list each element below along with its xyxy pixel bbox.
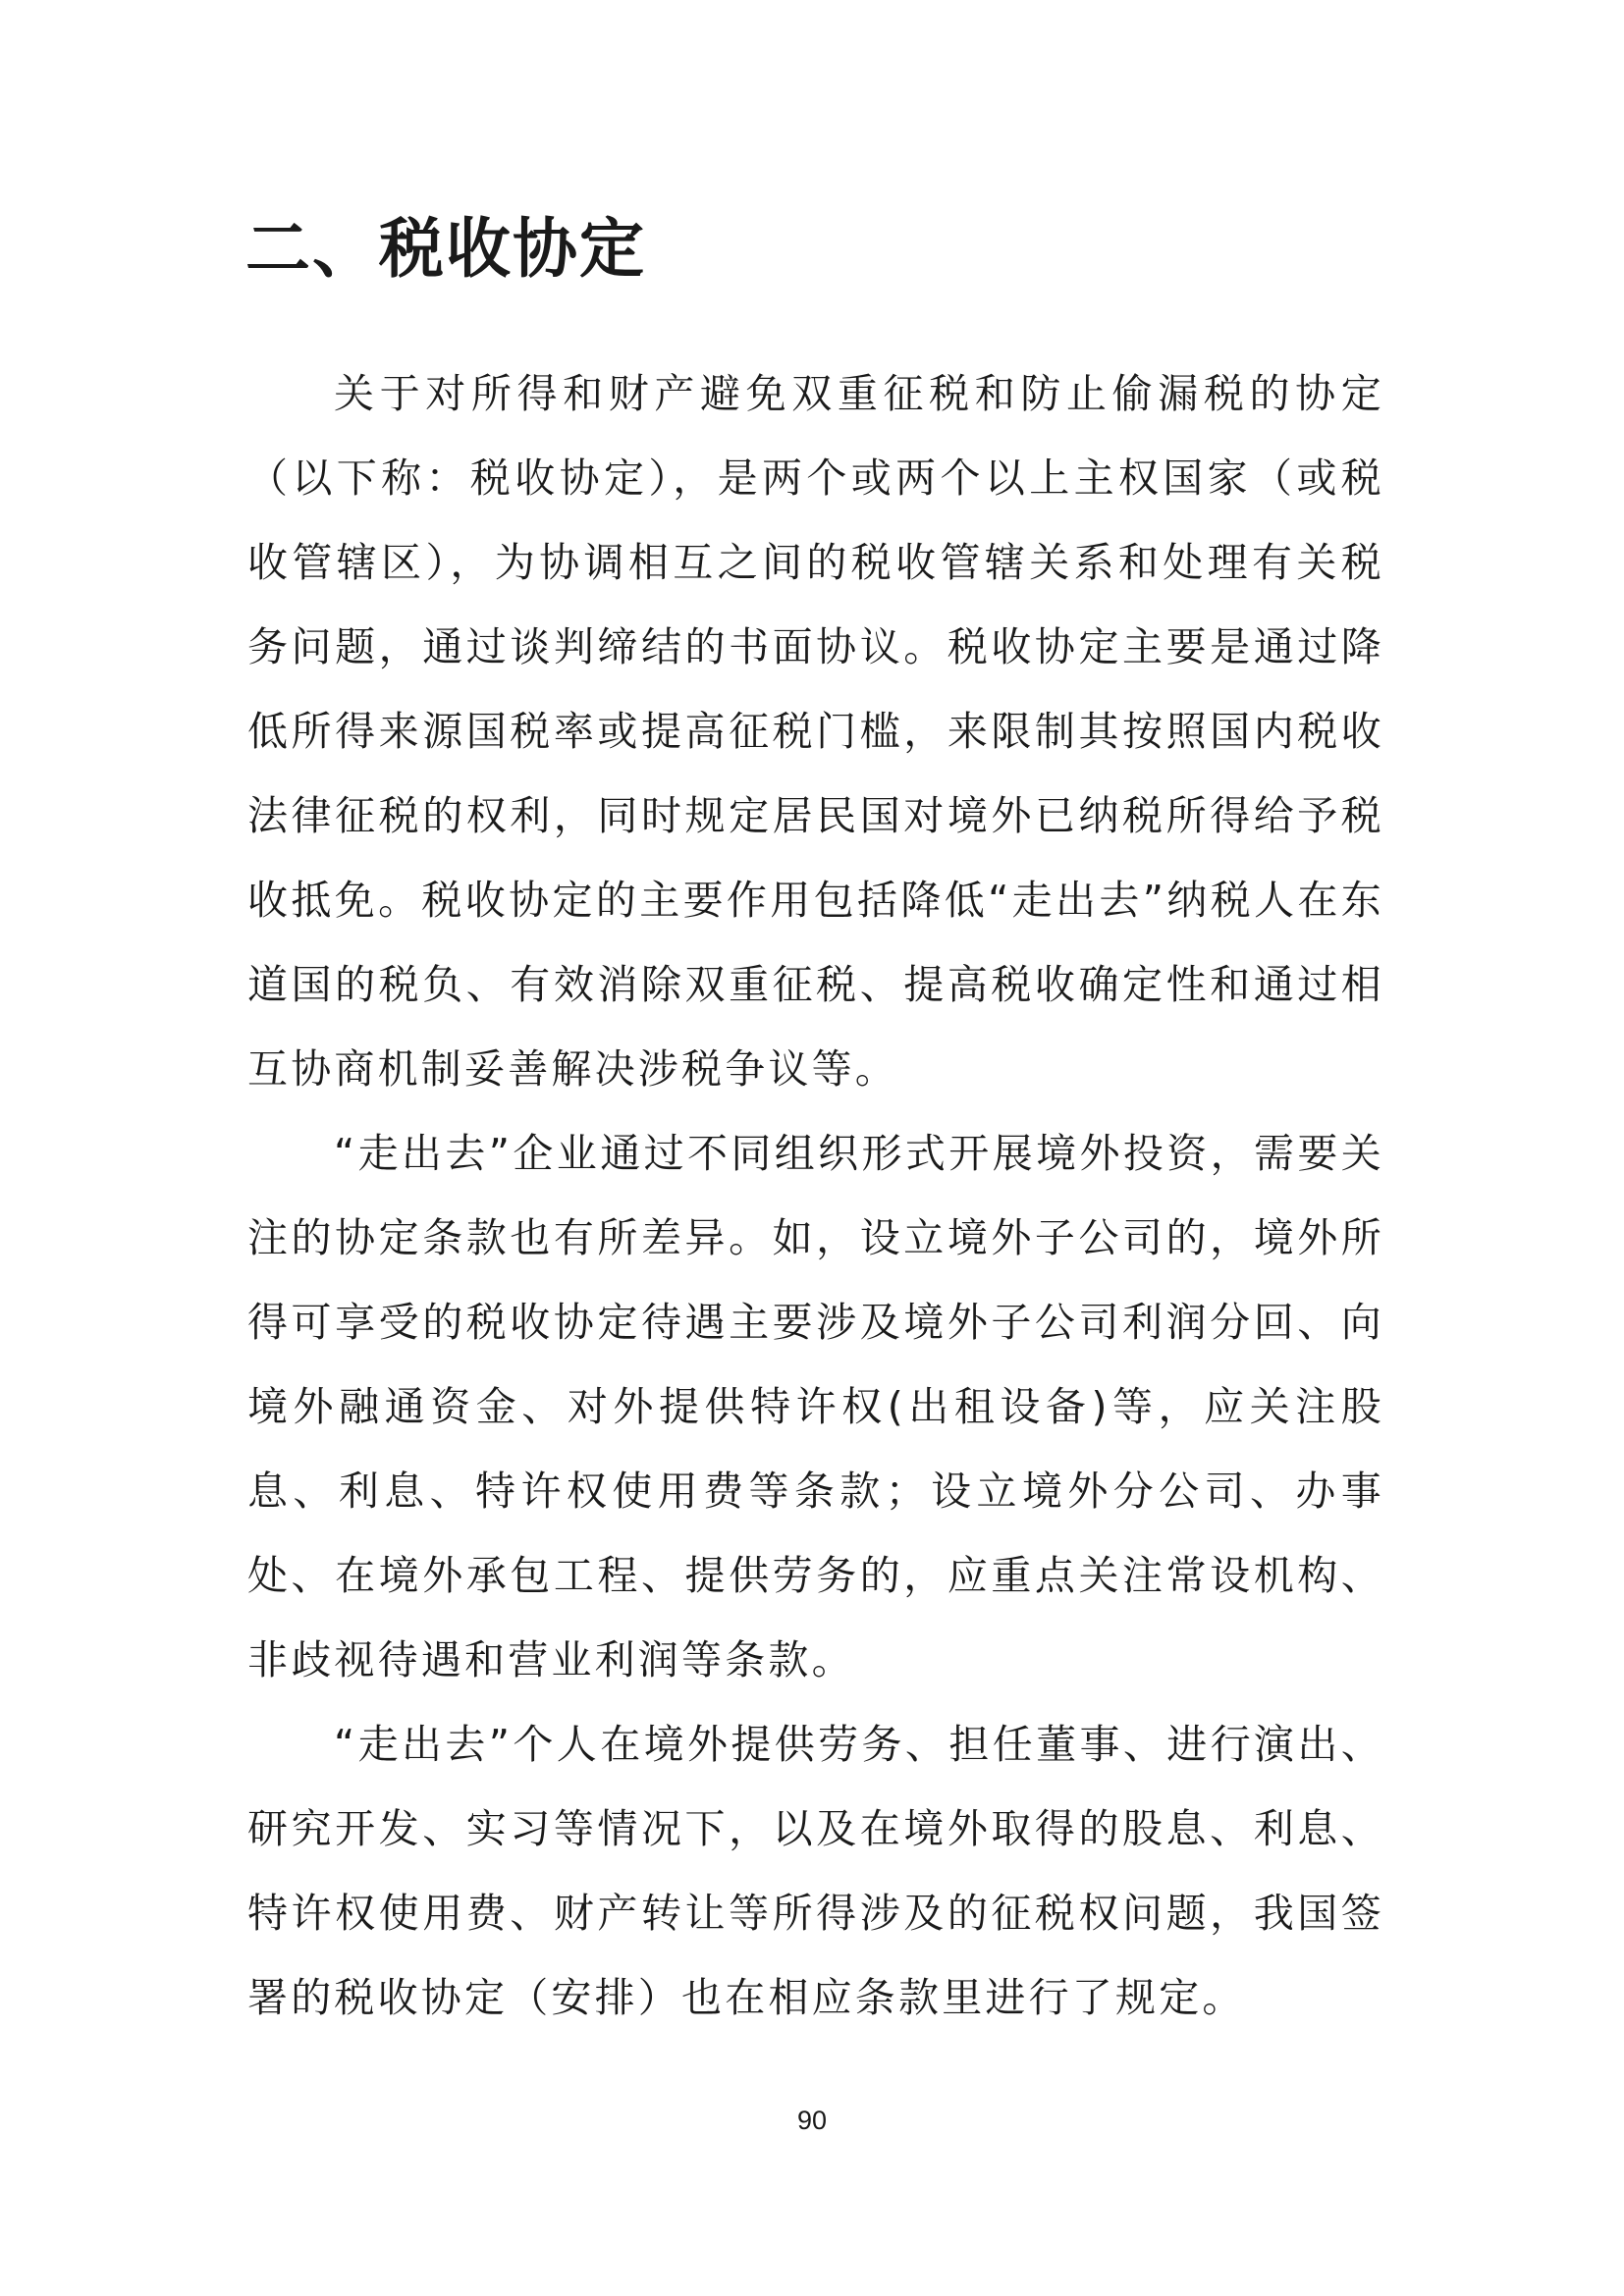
paragraph-individual-treaty-clauses: “走出去”个人在境外提供劳务、担任董事、进行演出、研究开发、实习等情况下，以及在境外取得的股息、利息、特许权使用费、财产转让等所得涉及的征税权问题，我国签署的税收协定（安排）也在相应条款里进行了规定。 bbox=[247, 1721, 1384, 2021]
paragraph-tax-treaty-definition: 关于对所得和财产避免双重征税和防止偷漏税的协定（以下称：税收协定），是两个或两个以上主权国家（或税收管辖区），为协调相互之间的税收管辖关系和处理有关税务问题，通过谈判缔结的书面协议。税收协定主要是通过降低所得来源国税率或提高征税门槛，来限制其按照国内税收法律征税的权利，同时规定居民国对境外已纳税所得给予税收抵免。税收协定的主要作用包括降低“走出去”纳税人在东道国的税负、有效消除双重征税、提高税收确定性和通过相互协商机制妥善解决涉税争议等。 bbox=[247, 370, 1384, 1093]
page-number: 90 bbox=[796, 2106, 828, 2135]
body-text bbox=[247, 351, 1384, 2040]
section-heading: 二、税收协定 bbox=[245, 211, 646, 287]
paragraph-enterprise-treaty-clauses: “走出去”企业通过不同组织形式开展境外投资，需要关注的协定条款也有所差异。如，设立境外子公司的，境外所得可享受的税收协定待遇主要涉及境外子公司利润分回、向境外融通资金、对外提供特许权(出租设备)等，应关注股息、利息、特许权使用费等条款；设立境外分公司、办事处、在境外承包工程、提供劳务的，应重点关注常设机构、非歧视待遇和营业利润等条款。 bbox=[247, 1130, 1384, 1683]
